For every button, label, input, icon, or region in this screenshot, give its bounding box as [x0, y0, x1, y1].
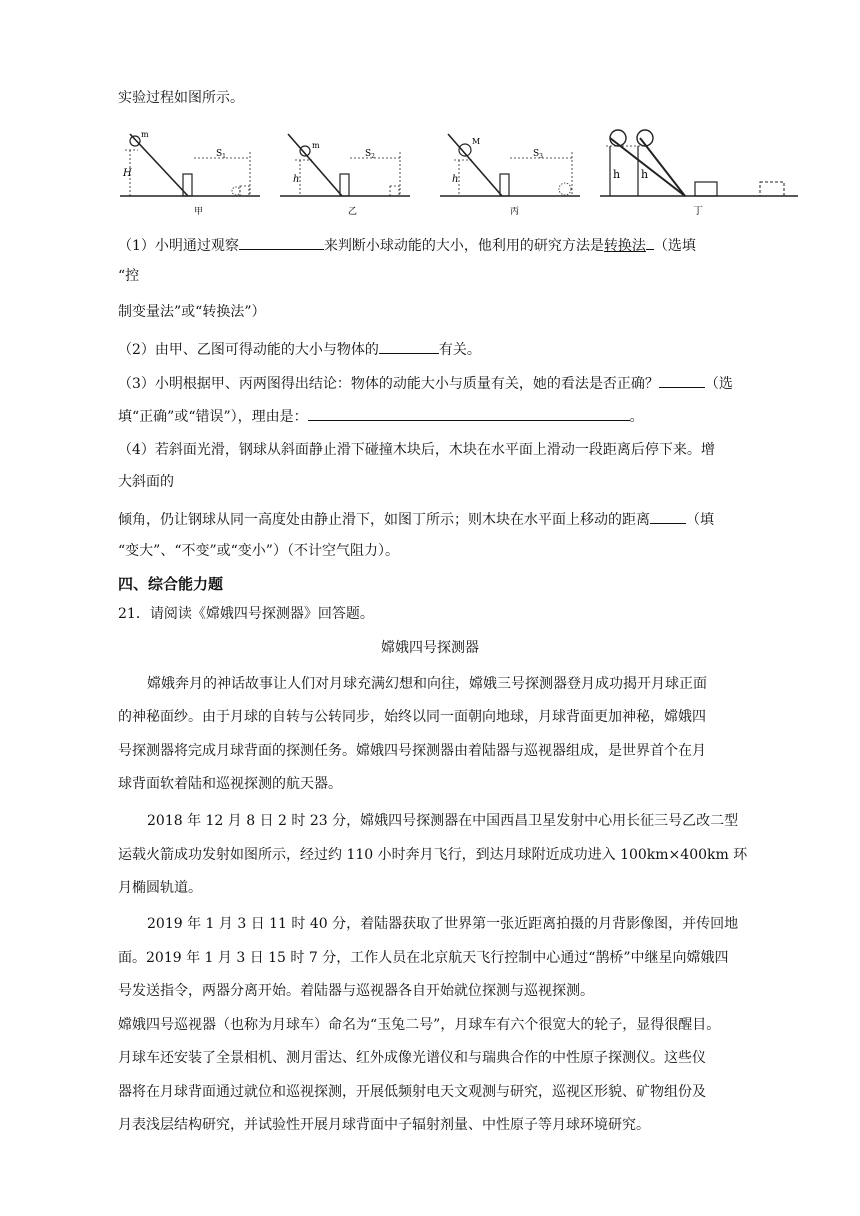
article-line: 嫦娥奔月的神话故事让人们对月球充满幻想和向往，嫦娥三号探测器登月成功揭开月球正面 — [147, 676, 707, 692]
article-line: 号探测器将完成月球背面的探测任务。嫦娥四号探测器由着陆器与巡视器组成，是世界首个在月 — [118, 743, 706, 759]
article-line: 面。2019 年 1 月 3 日 15 时 7 分，工作人员在北京航天飞行控制中心通过“鹊桥”中继星向嫦娥四 — [118, 950, 729, 966]
article-line: 运载火箭成功发射如图所示，经过约 110 小时奔月飞行，到达月球附近成功进入 100km×400km 环 — [118, 847, 748, 863]
distance-label: $S_3$ — [533, 149, 543, 160]
experiment-figure — [110, 128, 800, 218]
q1-text: （1）小明通过观察 — [118, 238, 239, 254]
question-1-line-2: “控 — [118, 268, 140, 284]
q4-text: 倾角，仍让钢球从同一高度处由静止滑下，如图丁所示；则木块在水平面上移动的距离 — [118, 512, 650, 528]
intro-text: 实验过程如图所示。 — [118, 90, 244, 106]
q1-answer: 转换法 — [603, 238, 646, 254]
q1-text: 来判断小球动能的大小，他利用的研究方法是 — [323, 238, 604, 254]
question-4-line-3 — [118, 508, 778, 530]
question-1-line-1 — [118, 234, 778, 256]
figure-bing — [440, 134, 580, 217]
answer-blank — [659, 372, 705, 388]
mass-label: m — [312, 141, 320, 150]
answer-blank-tail — [646, 234, 654, 250]
article-line: 2019 年 1 月 3 日 11 时 40 分，着陆器获取了世界第一张近距离拍摄的月背影像图，并传回地 — [147, 916, 739, 932]
height-label: h — [641, 168, 649, 181]
figure-label-jia: 甲 — [194, 207, 204, 217]
figure-label-ding: 丁 — [693, 206, 703, 217]
article-line: 号发送指令，两器分离开始。着陆器与巡视器各自开始就位探测与巡视探测。 — [118, 983, 594, 999]
q4-text: （填 — [686, 512, 714, 528]
section-title: 四、综合能力题 — [118, 575, 224, 593]
figure-yi — [280, 134, 410, 217]
question-1-line-3: 制变量法”或“转换法”） — [118, 304, 266, 320]
article-line: 2018 年 12 月 8 日 2 时 23 分，嫦娥四号探测器在中国西昌卫星发射中心用长征三号乙改二型 — [147, 813, 739, 829]
height-label: h — [293, 174, 300, 185]
height-label: h — [613, 168, 621, 181]
q3-text: 填“正确”或“错误”），理由是： — [118, 409, 308, 425]
article-line: 月球车还安装了全景相机、测月雷达、红外成像光谱仪和与瑞典合作的中性原子探测仪。这些仪 — [118, 1050, 706, 1066]
figure-label-yi: 乙 — [348, 207, 358, 217]
q2-text: （2）由甲、乙图可得动能的大小与物体的 — [118, 342, 379, 358]
mass-label: m — [141, 130, 149, 139]
article-title: 嫦娥四号探测器 — [381, 640, 479, 656]
article-line: 嫦娥四号巡视器（也称为月球车）命名为“玉兔二号”，月球车有六个很宽大的轮子，显得很醒目。 — [118, 1017, 721, 1033]
answer-blank — [379, 338, 439, 354]
figure-jia — [120, 130, 260, 217]
ball-icon — [130, 136, 140, 146]
mass-label: M — [472, 137, 481, 146]
answer-blank — [650, 508, 686, 524]
article-line: 球背面软着陆和巡视探测的航天器。 — [118, 776, 342, 792]
distance-label: $S_2$ — [365, 149, 375, 160]
question-21: 21．请阅读《嫦娥四号探测器》回答题。 — [118, 606, 374, 622]
q3-text: （选 — [704, 376, 733, 392]
answer-blank — [308, 405, 630, 421]
figure-ding — [600, 130, 798, 217]
question-3-line-1 — [118, 372, 778, 394]
question-2 — [118, 338, 778, 360]
question-3-line-2 — [118, 405, 778, 427]
article-line: 的神秘面纱。由于月球的自转与公转同步，始终以同一面朝向地球，月球背面更加神秘，嫦娥四 — [118, 709, 706, 725]
distance-label: $S_1$ — [216, 149, 226, 160]
height-label: H — [123, 168, 132, 179]
q2-text: 有关。 — [438, 342, 481, 358]
article-line: 月表浅层结构研究，并试验性开展月球背面中子辐射剂量、中性原子等月球环境研究。 — [118, 1117, 650, 1133]
answer-blank — [239, 234, 324, 250]
question-4-line-4: “变大”、“不变”或“变小”）（不计空气阻力）。 — [118, 543, 399, 559]
figure-label-bing: 丙 — [510, 207, 520, 217]
question-4-line-2: 大斜面的 — [118, 474, 174, 490]
question-4-line-1: （4）若斜面光滑，钢球从斜面静止滑下碰撞木块后，木块在水平面上滑动一段距离后停下来。增 — [118, 442, 715, 458]
article-line: 器将在月球背面通过就位和巡视探测，开展低频射电天文观测与研究，巡视区形貌、矿物组份及 — [118, 1084, 706, 1100]
article-line: 月椭圆轨道。 — [118, 880, 202, 896]
q3-text: （3）小明根据甲、丙两图得出结论：物体的动能大小与质量有关，她的看法是否正确？ — [118, 376, 659, 392]
q3-text: 。 — [629, 409, 644, 425]
q1-text: （选填 — [653, 238, 696, 254]
height-label: h — [452, 174, 459, 185]
